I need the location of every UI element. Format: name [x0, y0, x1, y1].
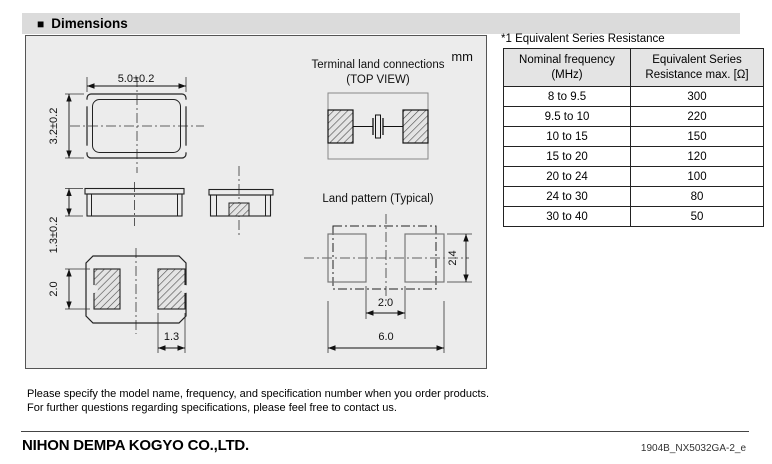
- esr-table-header-row: [504, 49, 764, 87]
- dimensions-panel: [25, 35, 487, 369]
- land-pattern-overall-dim: 6.0: [378, 331, 394, 343]
- terminal-land-left-pad: [328, 110, 353, 143]
- land-pattern-height-dim: 2.4: [447, 250, 459, 266]
- end-view-electrode: [229, 203, 249, 216]
- esr-table-title: *1 Equivalent Series Resistance: [501, 33, 665, 45]
- bottom-view-pad-width-dim: 1.3: [163, 331, 180, 343]
- esr-col-resistance-header: [631, 49, 764, 87]
- esr-table: [503, 48, 764, 227]
- table-row: [504, 147, 764, 167]
- unit-label: mm: [451, 49, 473, 64]
- company-logo: NIHON DEMPA KOGYO CO.,LTD.: [22, 437, 250, 454]
- dimensions-drawing: [26, 36, 486, 368]
- top-view-height-dim: 3.2±0.2: [48, 107, 60, 145]
- section-header: [22, 13, 740, 34]
- frequency-cell: 15 to 20: [504, 147, 631, 167]
- top-view-width-dim: 5.0±0.2: [117, 73, 155, 85]
- table-row: [504, 187, 764, 207]
- resistance-cell: 120: [631, 147, 764, 167]
- table-row: [504, 167, 764, 187]
- resistance-cell: 220: [631, 107, 764, 127]
- frequency-cell: 24 to 30: [504, 187, 631, 207]
- frequency-header-line1: Nominal frequency: [519, 54, 615, 67]
- end-view: [209, 166, 273, 236]
- bottom-view-pad-height-dim: 2.0: [48, 281, 60, 297]
- resistance-cell: 80: [631, 187, 764, 207]
- land-pattern-gap-dim: 2.0: [377, 297, 394, 309]
- terminal-land-label-line2: (TOP VIEW): [346, 74, 410, 86]
- frequency-header-line2: (MHz): [551, 68, 583, 81]
- terminal-land-right-pad: [403, 110, 428, 143]
- resistance-header-line2: Resistance max. [Ω]: [645, 68, 749, 81]
- land-pattern-label: Land pattern (Typical): [322, 193, 434, 205]
- side-view: [48, 182, 184, 253]
- table-row: [504, 127, 764, 147]
- esr-col-frequency-header: [504, 49, 631, 87]
- footer-note-1: Please specify the model name, frequency, and specification number when you order products.: [27, 388, 490, 400]
- resistance-header-line1: Equivalent Series: [652, 54, 742, 67]
- frequency-cell: 8 to 9.5: [504, 87, 631, 107]
- section-bullet-icon: ■: [37, 16, 45, 31]
- resistance-cell: 50: [631, 207, 764, 227]
- frequency-cell: 10 to 15: [504, 127, 631, 147]
- resistance-cell: 150: [631, 127, 764, 147]
- crystal-symbol-icon: [353, 115, 403, 138]
- land-pattern-diagram: [304, 193, 472, 353]
- resistance-cell: 300: [631, 87, 764, 107]
- footer-divider: [21, 431, 749, 432]
- terminal-land-diagram: [312, 59, 445, 159]
- table-row: [504, 87, 764, 107]
- resistance-cell: 100: [631, 167, 764, 187]
- land-pattern-body-outline: [333, 226, 436, 289]
- frequency-cell: 30 to 40: [504, 207, 631, 227]
- bottom-view-right-pad: [158, 269, 185, 309]
- terminal-land-label-line1: Terminal land connections: [311, 59, 445, 71]
- footer-note-2: For further questions regarding specifications, please feel free to contact us.: [27, 402, 397, 414]
- table-row: [504, 207, 764, 227]
- side-view-extension-lines: [65, 189, 83, 217]
- section-title: Dimensions: [51, 16, 128, 31]
- side-view-height-dim: 1.3±0.2: [48, 216, 60, 254]
- frequency-cell: 20 to 24: [504, 167, 631, 187]
- doc-number: 1904B_NX5032GA-2_e: [640, 443, 746, 454]
- end-view-lid: [209, 190, 273, 196]
- table-row: [504, 107, 764, 127]
- bottom-view: [48, 248, 189, 353]
- top-view: [48, 73, 204, 173]
- frequency-cell: 9.5 to 10: [504, 107, 631, 127]
